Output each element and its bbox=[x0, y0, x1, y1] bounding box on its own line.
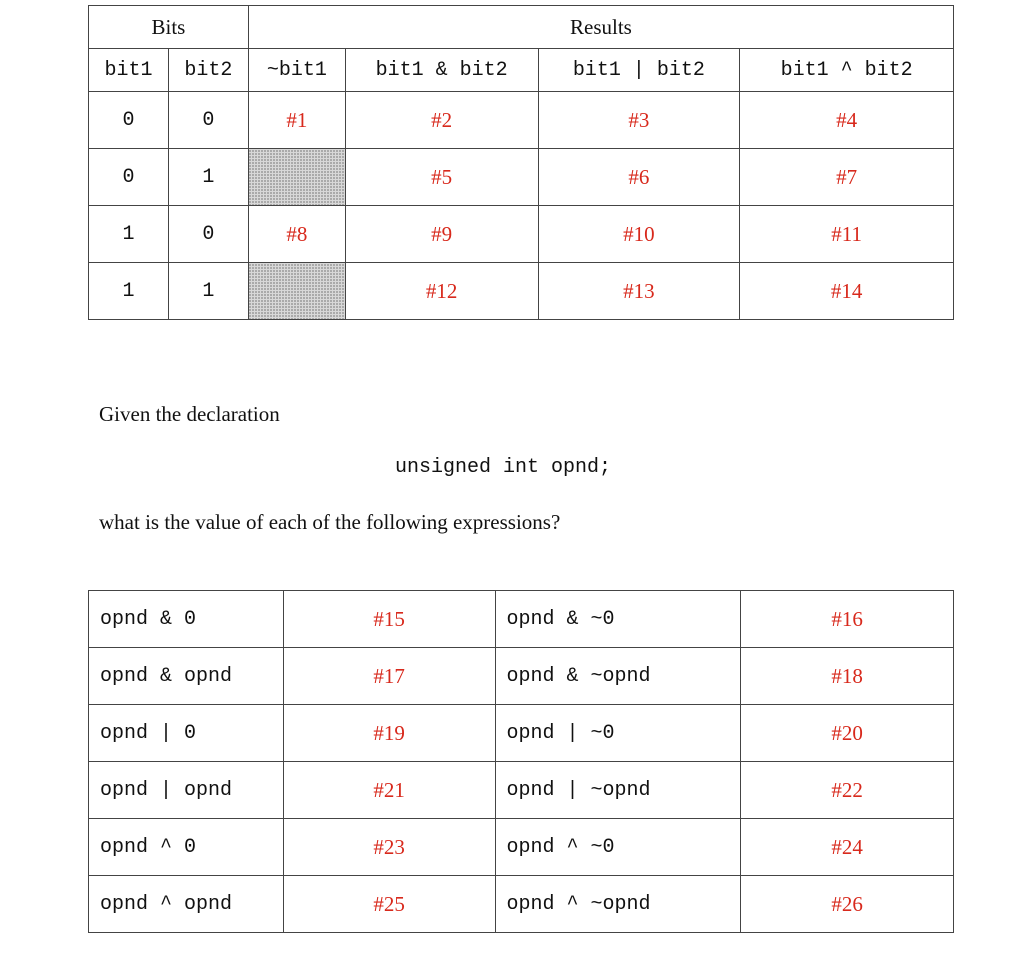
left-answer-placeholder: #21 bbox=[283, 762, 495, 819]
bit2-value: 0 bbox=[168, 92, 248, 149]
column-header-bit2: bit2 bbox=[168, 49, 248, 92]
shaded-cell bbox=[248, 149, 345, 206]
xor-result: #14 bbox=[740, 263, 954, 320]
left-answer-placeholder: #17 bbox=[283, 648, 495, 705]
left-expression: opnd & opnd bbox=[89, 648, 284, 705]
and-result: #9 bbox=[345, 206, 538, 263]
expressions-question: what is the value of each of the following expressions? bbox=[99, 510, 561, 534]
and-result: #2 bbox=[345, 92, 538, 149]
expressions-table bbox=[88, 590, 954, 933]
column-header-bit1: bit1 bbox=[89, 49, 169, 92]
left-answer-placeholder: #25 bbox=[283, 876, 495, 933]
xor-result: #7 bbox=[740, 149, 954, 206]
declaration-code: unsigned int opnd; bbox=[395, 456, 612, 479]
bit2-value: 1 bbox=[168, 149, 248, 206]
right-answer-placeholder: #20 bbox=[741, 705, 954, 762]
bitwise-truth-table bbox=[88, 5, 954, 320]
left-expression: opnd | 0 bbox=[89, 705, 284, 762]
right-expression: opnd & ~0 bbox=[495, 591, 741, 648]
or-result: #6 bbox=[538, 149, 740, 206]
table-row bbox=[89, 263, 954, 320]
not-bit1-result: #8 bbox=[248, 206, 345, 263]
column-header-or: bit1 | bit2 bbox=[538, 49, 740, 92]
results-group-header: Results bbox=[248, 6, 953, 49]
table-row bbox=[89, 149, 954, 206]
table-row bbox=[89, 876, 954, 933]
left-answer-placeholder: #19 bbox=[283, 705, 495, 762]
or-result: #10 bbox=[538, 206, 740, 263]
left-expression: opnd ^ 0 bbox=[89, 819, 284, 876]
left-answer-placeholder: #15 bbox=[283, 591, 495, 648]
column-header-and: bit1 & bit2 bbox=[345, 49, 538, 92]
right-expression: opnd | ~opnd bbox=[495, 762, 741, 819]
or-result: #13 bbox=[538, 263, 740, 320]
right-answer-placeholder: #16 bbox=[741, 591, 954, 648]
right-expression: opnd & ~opnd bbox=[495, 648, 741, 705]
right-answer-placeholder: #18 bbox=[741, 648, 954, 705]
table-row bbox=[89, 819, 954, 876]
shaded-cell bbox=[248, 263, 345, 320]
table-row bbox=[89, 206, 954, 263]
table-row bbox=[89, 648, 954, 705]
bit2-value: 1 bbox=[168, 263, 248, 320]
xor-result: #11 bbox=[740, 206, 954, 263]
and-result: #5 bbox=[345, 149, 538, 206]
right-answer-placeholder: #26 bbox=[741, 876, 954, 933]
table-row bbox=[89, 591, 954, 648]
right-answer-placeholder: #22 bbox=[741, 762, 954, 819]
table-row bbox=[89, 92, 954, 149]
bit1-value: 0 bbox=[89, 92, 169, 149]
or-result: #3 bbox=[538, 92, 740, 149]
table-row bbox=[89, 762, 954, 819]
right-expression: opnd | ~0 bbox=[495, 705, 741, 762]
bit2-value: 0 bbox=[168, 206, 248, 263]
right-expression: opnd ^ ~0 bbox=[495, 819, 741, 876]
bits-group-header: Bits bbox=[89, 6, 249, 49]
column-header-not-bit1: ~bit1 bbox=[248, 49, 345, 92]
right-answer-placeholder: #24 bbox=[741, 819, 954, 876]
left-expression: opnd ^ opnd bbox=[89, 876, 284, 933]
not-bit1-result: #1 bbox=[248, 92, 345, 149]
bit1-value: 1 bbox=[89, 263, 169, 320]
left-answer-placeholder: #23 bbox=[283, 819, 495, 876]
declaration-intro: Given the declaration bbox=[99, 402, 280, 426]
right-expression: opnd ^ ~opnd bbox=[495, 876, 741, 933]
xor-result: #4 bbox=[740, 92, 954, 149]
left-expression: opnd & 0 bbox=[89, 591, 284, 648]
bit1-value: 0 bbox=[89, 149, 169, 206]
column-header-xor: bit1 ^ bit2 bbox=[740, 49, 954, 92]
table-row bbox=[89, 705, 954, 762]
left-expression: opnd | opnd bbox=[89, 762, 284, 819]
bit1-value: 1 bbox=[89, 206, 169, 263]
and-result: #12 bbox=[345, 263, 538, 320]
